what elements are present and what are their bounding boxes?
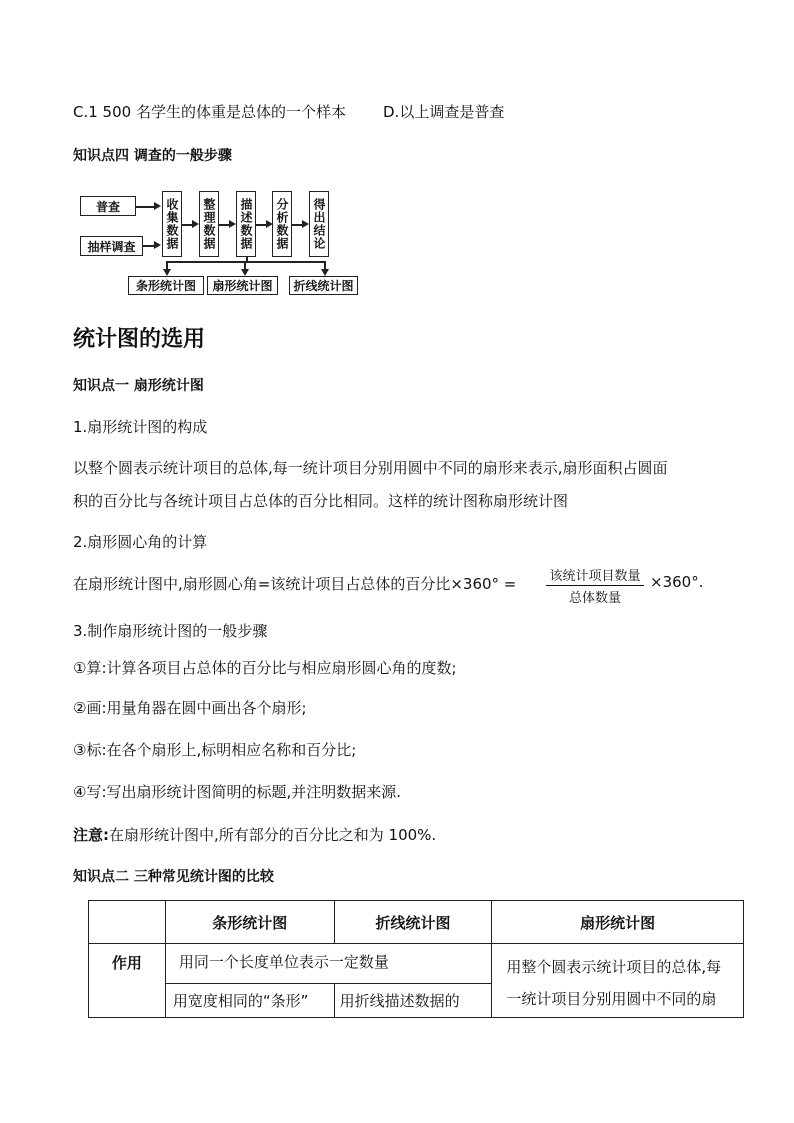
arrow [192, 220, 199, 228]
arrow [302, 220, 309, 228]
step-describe-box [236, 191, 256, 257]
connector [324, 261, 326, 269]
header-cell: 折线统计图 [334, 901, 492, 944]
connector [219, 224, 229, 226]
connector [256, 224, 266, 226]
step-collect-box [162, 191, 182, 257]
connector [136, 206, 154, 208]
connector [244, 261, 246, 269]
s2-title: 2.扇形圆心角的计算 [73, 533, 208, 551]
s1-title: 1.扇形统计图的构成 [73, 418, 208, 436]
step-conclude-label: 得出结论 [312, 198, 326, 250]
arrow [154, 241, 161, 249]
s1-paragraph-line1: 以整个圆表示统计项目的总体,每一统计项目分别用圆中不同的扇形来表示,扇形面积占圆面 [73, 459, 668, 477]
connector [166, 261, 168, 269]
bar-cell: 用宽度相同的“条形” [165, 984, 334, 1018]
pie-chart-box [207, 276, 278, 295]
arrow [321, 269, 329, 276]
bar-chart-label: 条形统计图 [135, 279, 196, 293]
step-conclude-box [309, 191, 329, 257]
header-cell: 条形统计图 [165, 901, 334, 944]
formula-fraction [546, 565, 644, 606]
step-item: ①算:计算各项目占总体的百分比与相应扇形圆心角的度数; [73, 659, 457, 677]
step-organize-label: 整理数据 [202, 198, 216, 250]
census-box [80, 196, 136, 216]
fraction-denominator: 总体数量 [568, 591, 621, 606]
arrow [229, 220, 236, 228]
connector [166, 261, 325, 263]
kp2-heading: 知识点二 三种常见统计图的比较 [73, 869, 274, 885]
arrow [154, 202, 161, 210]
connector [292, 224, 302, 226]
step-collect-label: 收集数据 [165, 198, 179, 250]
sample-box [80, 236, 143, 256]
pie-text-line2: 一统计项目分别用圆中不同的扇 [506, 990, 717, 1008]
arrow [241, 269, 249, 276]
step-describe-label: 描述数据 [239, 198, 253, 250]
step-organize-box [199, 191, 219, 257]
section-title: 统计图的选用 [73, 327, 206, 352]
bar-chart-box [128, 276, 204, 295]
connector [143, 245, 154, 247]
step-item: ②画:用量角器在圆中画出各个扇形; [73, 699, 307, 717]
row-label: 作用 [89, 944, 166, 1018]
s1-paragraph-line2: 积的百分比与各统计项目占总体的百分比相同。这样的统计图称扇形统计图 [73, 492, 569, 510]
option-c: C.1 500 名学生的体重是总体的一个样本 [73, 103, 346, 121]
step-analyze-label: 分析数据 [275, 198, 289, 250]
step-item: ④写:写出扇形统计图简明的标题,并注明数据来源. [73, 783, 402, 801]
table-header-row [89, 901, 744, 944]
note [73, 824, 436, 845]
line-chart-label: 折线统计图 [293, 279, 354, 293]
s3-title: 3.制作扇形统计图的一般步骤 [73, 622, 268, 640]
kp4-heading: 知识点四 调查的一般步骤 [73, 148, 232, 164]
formula-lhs: 在扇形统计图中,扇形圆心角=该统计项目占总体的百分比×360° = [73, 575, 517, 593]
step-analyze-box [272, 191, 292, 257]
merged-cell: 用同一个长度单位表示一定数量 [165, 944, 492, 984]
formula-rhs: ×360°. [650, 573, 704, 591]
pie-cell [492, 944, 744, 1018]
fraction-numerator: 该统计项目数量 [546, 565, 644, 586]
census-label: 普查 [95, 199, 120, 214]
header-cell: 扇形统计图 [492, 901, 744, 944]
pie-chart-label: 扇形统计图 [212, 279, 273, 293]
step-item: ③标:在各个扇形上,标明相应名称和百分比; [73, 741, 357, 759]
kp1-heading: 知识点一 扇形统计图 [73, 378, 204, 394]
line-chart-box [289, 276, 358, 295]
header-cell [89, 901, 166, 944]
connector [182, 224, 192, 226]
sample-label: 抽样调查 [87, 239, 136, 254]
table-row [89, 944, 744, 984]
chart-comparison-table [88, 900, 744, 1018]
arrow [163, 269, 171, 276]
line-cell: 用折线描述数据的 [334, 984, 492, 1018]
pie-text-line1: 用整个圆表示统计项目的总体,每 [506, 958, 722, 976]
note-text: 在扇形统计图中,所有部分的百分比之和为 100%. [109, 826, 437, 844]
option-d: D.以上调查是普查 [383, 103, 505, 121]
note-label: 注意: [73, 826, 109, 844]
